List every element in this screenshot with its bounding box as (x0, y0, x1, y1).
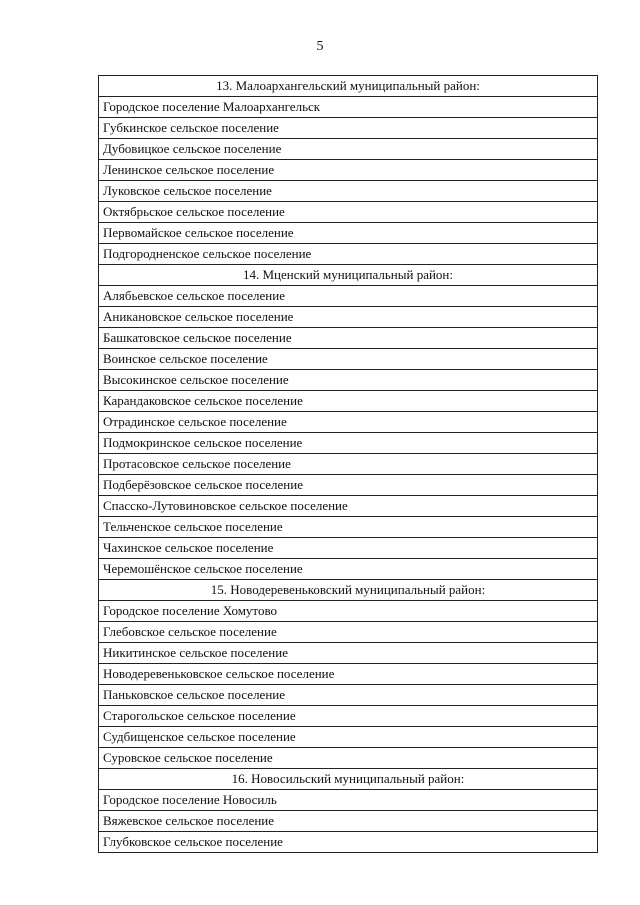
settlement-name: Суровское сельское поселение (99, 748, 598, 769)
settlement-row (99, 517, 598, 538)
district-heading-row (99, 580, 598, 601)
settlement-name: Башкатовское сельское поселение (99, 328, 598, 349)
settlement-name: Ленинское сельское поселение (99, 160, 598, 181)
settlement-row (99, 160, 598, 181)
settlement-row (99, 685, 598, 706)
settlement-name: Глубковское сельское поселение (99, 832, 598, 853)
settlement-name: Карандаковское сельское поселение (99, 391, 598, 412)
settlement-row (99, 370, 598, 391)
settlement-row (99, 832, 598, 853)
settlement-name: Паньковское сельское поселение (99, 685, 598, 706)
settlement-name: Спасско-Лутовиновское сельское поселение (99, 496, 598, 517)
settlement-row (99, 601, 598, 622)
settlement-row (99, 727, 598, 748)
settlement-name: Городское поселение Новосиль (99, 790, 598, 811)
settlement-name: Луковское сельское поселение (99, 181, 598, 202)
settlement-row (99, 412, 598, 433)
settlement-name: Октябрьское сельское поселение (99, 202, 598, 223)
settlement-row (99, 328, 598, 349)
settlement-row (99, 454, 598, 475)
settlement-row (99, 391, 598, 412)
settlement-row (99, 664, 598, 685)
settlement-row (99, 118, 598, 139)
settlement-row (99, 538, 598, 559)
settlement-name: Отрадинское сельское поселение (99, 412, 598, 433)
district-heading-row (99, 76, 598, 97)
settlement-name: Подмокринское сельское поселение (99, 433, 598, 454)
settlement-row (99, 622, 598, 643)
settlement-name: Подгородненское сельское поселение (99, 244, 598, 265)
settlement-row (99, 307, 598, 328)
settlement-name: Глебовское сельское поселение (99, 622, 598, 643)
settlement-row (99, 202, 598, 223)
settlement-row (99, 475, 598, 496)
settlement-row (99, 286, 598, 307)
settlements-table (98, 75, 598, 853)
district-heading-row (99, 769, 598, 790)
settlement-row (99, 706, 598, 727)
district-heading: 13. Малоархангельский муниципальный район: (99, 76, 598, 97)
settlement-name: Чахинское сельское поселение (99, 538, 598, 559)
settlement-row (99, 811, 598, 832)
settlement-name: Первомайское сельское поселение (99, 223, 598, 244)
settlement-row (99, 97, 598, 118)
settlement-name: Губкинское сельское поселение (99, 118, 598, 139)
settlement-name: Черемошёнское сельское поселение (99, 559, 598, 580)
district-heading: 16. Новосильский муниципальный район: (99, 769, 598, 790)
settlement-name: Алябьевское сельское поселение (99, 286, 598, 307)
page-number: 5 (316, 39, 324, 54)
settlement-row (99, 349, 598, 370)
settlement-name: Городское поселение Хомутово (99, 601, 598, 622)
settlement-row (99, 748, 598, 769)
settlement-row (99, 643, 598, 664)
settlement-row (99, 139, 598, 160)
settlement-row (99, 496, 598, 517)
settlement-row (99, 433, 598, 454)
district-heading-row (99, 265, 598, 286)
settlements-table-body (99, 76, 598, 853)
settlement-row (99, 790, 598, 811)
settlement-name: Старогольское сельское поселение (99, 706, 598, 727)
settlement-name: Вяжевское сельское поселение (99, 811, 598, 832)
settlement-row (99, 244, 598, 265)
settlement-name: Воинское сельское поселение (99, 349, 598, 370)
settlement-name: Тельченское сельское поселение (99, 517, 598, 538)
settlement-name: Аникановское сельское поселение (99, 307, 598, 328)
settlement-name: Протасовское сельское поселение (99, 454, 598, 475)
settlement-name: Судбищенское сельское поселение (99, 727, 598, 748)
settlement-name: Дубовицкое сельское поселение (99, 139, 598, 160)
settlement-row (99, 181, 598, 202)
settlement-name: Высокинское сельское поселение (99, 370, 598, 391)
district-heading: 15. Новодеревеньковский муниципальный район: (99, 580, 598, 601)
settlement-row (99, 223, 598, 244)
settlement-name: Никитинское сельское поселение (99, 643, 598, 664)
settlement-name: Городское поселение Малоархангельск (99, 97, 598, 118)
district-heading: 14. Мценский муниципальный район: (99, 265, 598, 286)
settlement-name: Подберёзовское сельское поселение (99, 475, 598, 496)
settlement-name: Новодеревеньковское сельское поселение (99, 664, 598, 685)
settlement-row (99, 559, 598, 580)
